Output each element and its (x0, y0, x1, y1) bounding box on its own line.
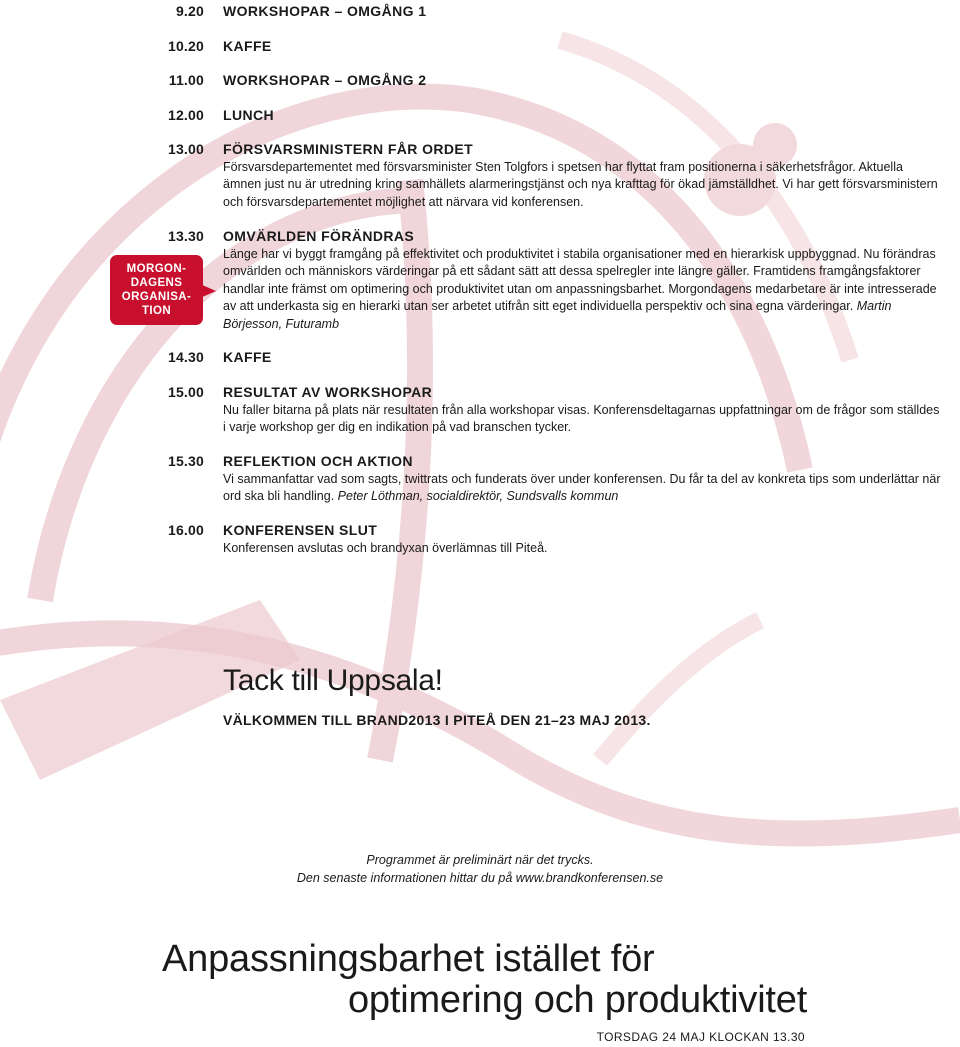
session-title: LUNCH (223, 107, 274, 123)
time-label: 15.00 (167, 384, 204, 400)
badge-arrow-icon (200, 284, 216, 298)
description-text: Vi sammanfattar vad som sagts, twittrats och funderats över under konferensen. Du får ta del av konkreta tips som underlättar när ord ska bli handling. (223, 472, 941, 504)
time-label: 12.00 (167, 107, 204, 123)
session-title: REFLEKTION OCH AKTION (223, 453, 413, 469)
headline-line-2: optimering och produktivitet (348, 979, 808, 1021)
session-description (223, 159, 943, 211)
time-label: 16.00 (167, 522, 204, 538)
session-title: KONFERENSEN SLUT (223, 522, 378, 538)
morgondagens-organisation-badge: MORGON- DAGENS ORGANISA- TION (110, 255, 203, 325)
time-label: 14.30 (167, 349, 204, 365)
session-description (223, 402, 943, 437)
time-label: 9.20 (175, 3, 204, 19)
date-line: TORSDAG 24 MAJ KLOCKAN 13.30 (596, 1030, 805, 1044)
website-note: Den senaste informationen hittar du på www.brandkonferensen.se (296, 871, 664, 885)
headline-line-1: Anpassningsbarhet istället för (162, 938, 655, 980)
time-label: 10.20 (167, 38, 204, 54)
time-label: 15.30 (167, 453, 204, 469)
welcome-line: VÄLKOMMEN TILL BRAND2013 I PITEÅ DEN 21–23 MAJ 2013. (223, 712, 651, 728)
description-text: Nu faller bitarna på plats när resultaten från alla workshopar visas. Konferensdeltagarnas uppfattningar om de frågor som ställdes i varje workshop ger dig en indikation på vad branschen tycker. (223, 403, 940, 435)
session-description (223, 540, 943, 557)
session-title: FÖRSVARSMINISTERN FÅR ORDET (223, 141, 474, 157)
time-label: 13.00 (167, 141, 204, 157)
session-title: OMVÄRLDEN FÖRÄNDRAS (223, 228, 415, 244)
speaker-credit: Peter Löthman, socialdirektör, Sundsvalls kommun (337, 489, 619, 504)
description-text: Länge har vi byggt framgång på effektivitet och produktivitet i stabila organisationer med en hierarkisk uppbyggnad. Nu förändras omvärlden och människors värderingar på ett sådant sätt att dessa spelregler inte längre gäller. Framtidens framgångsfaktorer handlar inte främst om optimering och produktivitet utan om anpassningsbarhet. Morgondagens medarbetare är inte intresserade av att underkasta sig en hierarki utan ser arbetet utifrån sitt eget individuella perspektiv och sina egna värderingar. (223, 247, 937, 314)
preliminary-note: Programmet är preliminärt när det trycks. (366, 853, 594, 867)
session-title: RESULTAT AV WORKSHOPAR (223, 384, 433, 400)
time-label: 11.00 (168, 72, 204, 88)
session-description (223, 471, 943, 506)
speaker-credit: Martin Börjesson, Futuramb (223, 299, 892, 331)
session-title: WORKSHOPAR – OMGÅNG 1 (223, 3, 427, 19)
description-text: Konferensen avslutas och brandyxan överlämnas till Piteå. (223, 541, 548, 555)
thanks-heading: Tack till Uppsala! (223, 664, 443, 697)
time-label: 13.30 (167, 228, 204, 244)
session-description (223, 246, 943, 333)
session-title: WORKSHOPAR – OMGÅNG 2 (223, 72, 427, 88)
session-title: KAFFE (223, 349, 272, 365)
session-title: KAFFE (223, 38, 272, 54)
description-text: Försvarsdepartementet med försvarsminister Sten Tolgfors i spetsen har flyttat fram positionerna i säkerhetsfrågor. Aktuella ämnen just nu är utredning kring samhällets alarmeringstjänst och nya krafttag för ökad jämställdhet. Vi har gett försvarsministern och försvarsdepartementet möjlighet att närvara vid konferensen. (223, 160, 938, 209)
